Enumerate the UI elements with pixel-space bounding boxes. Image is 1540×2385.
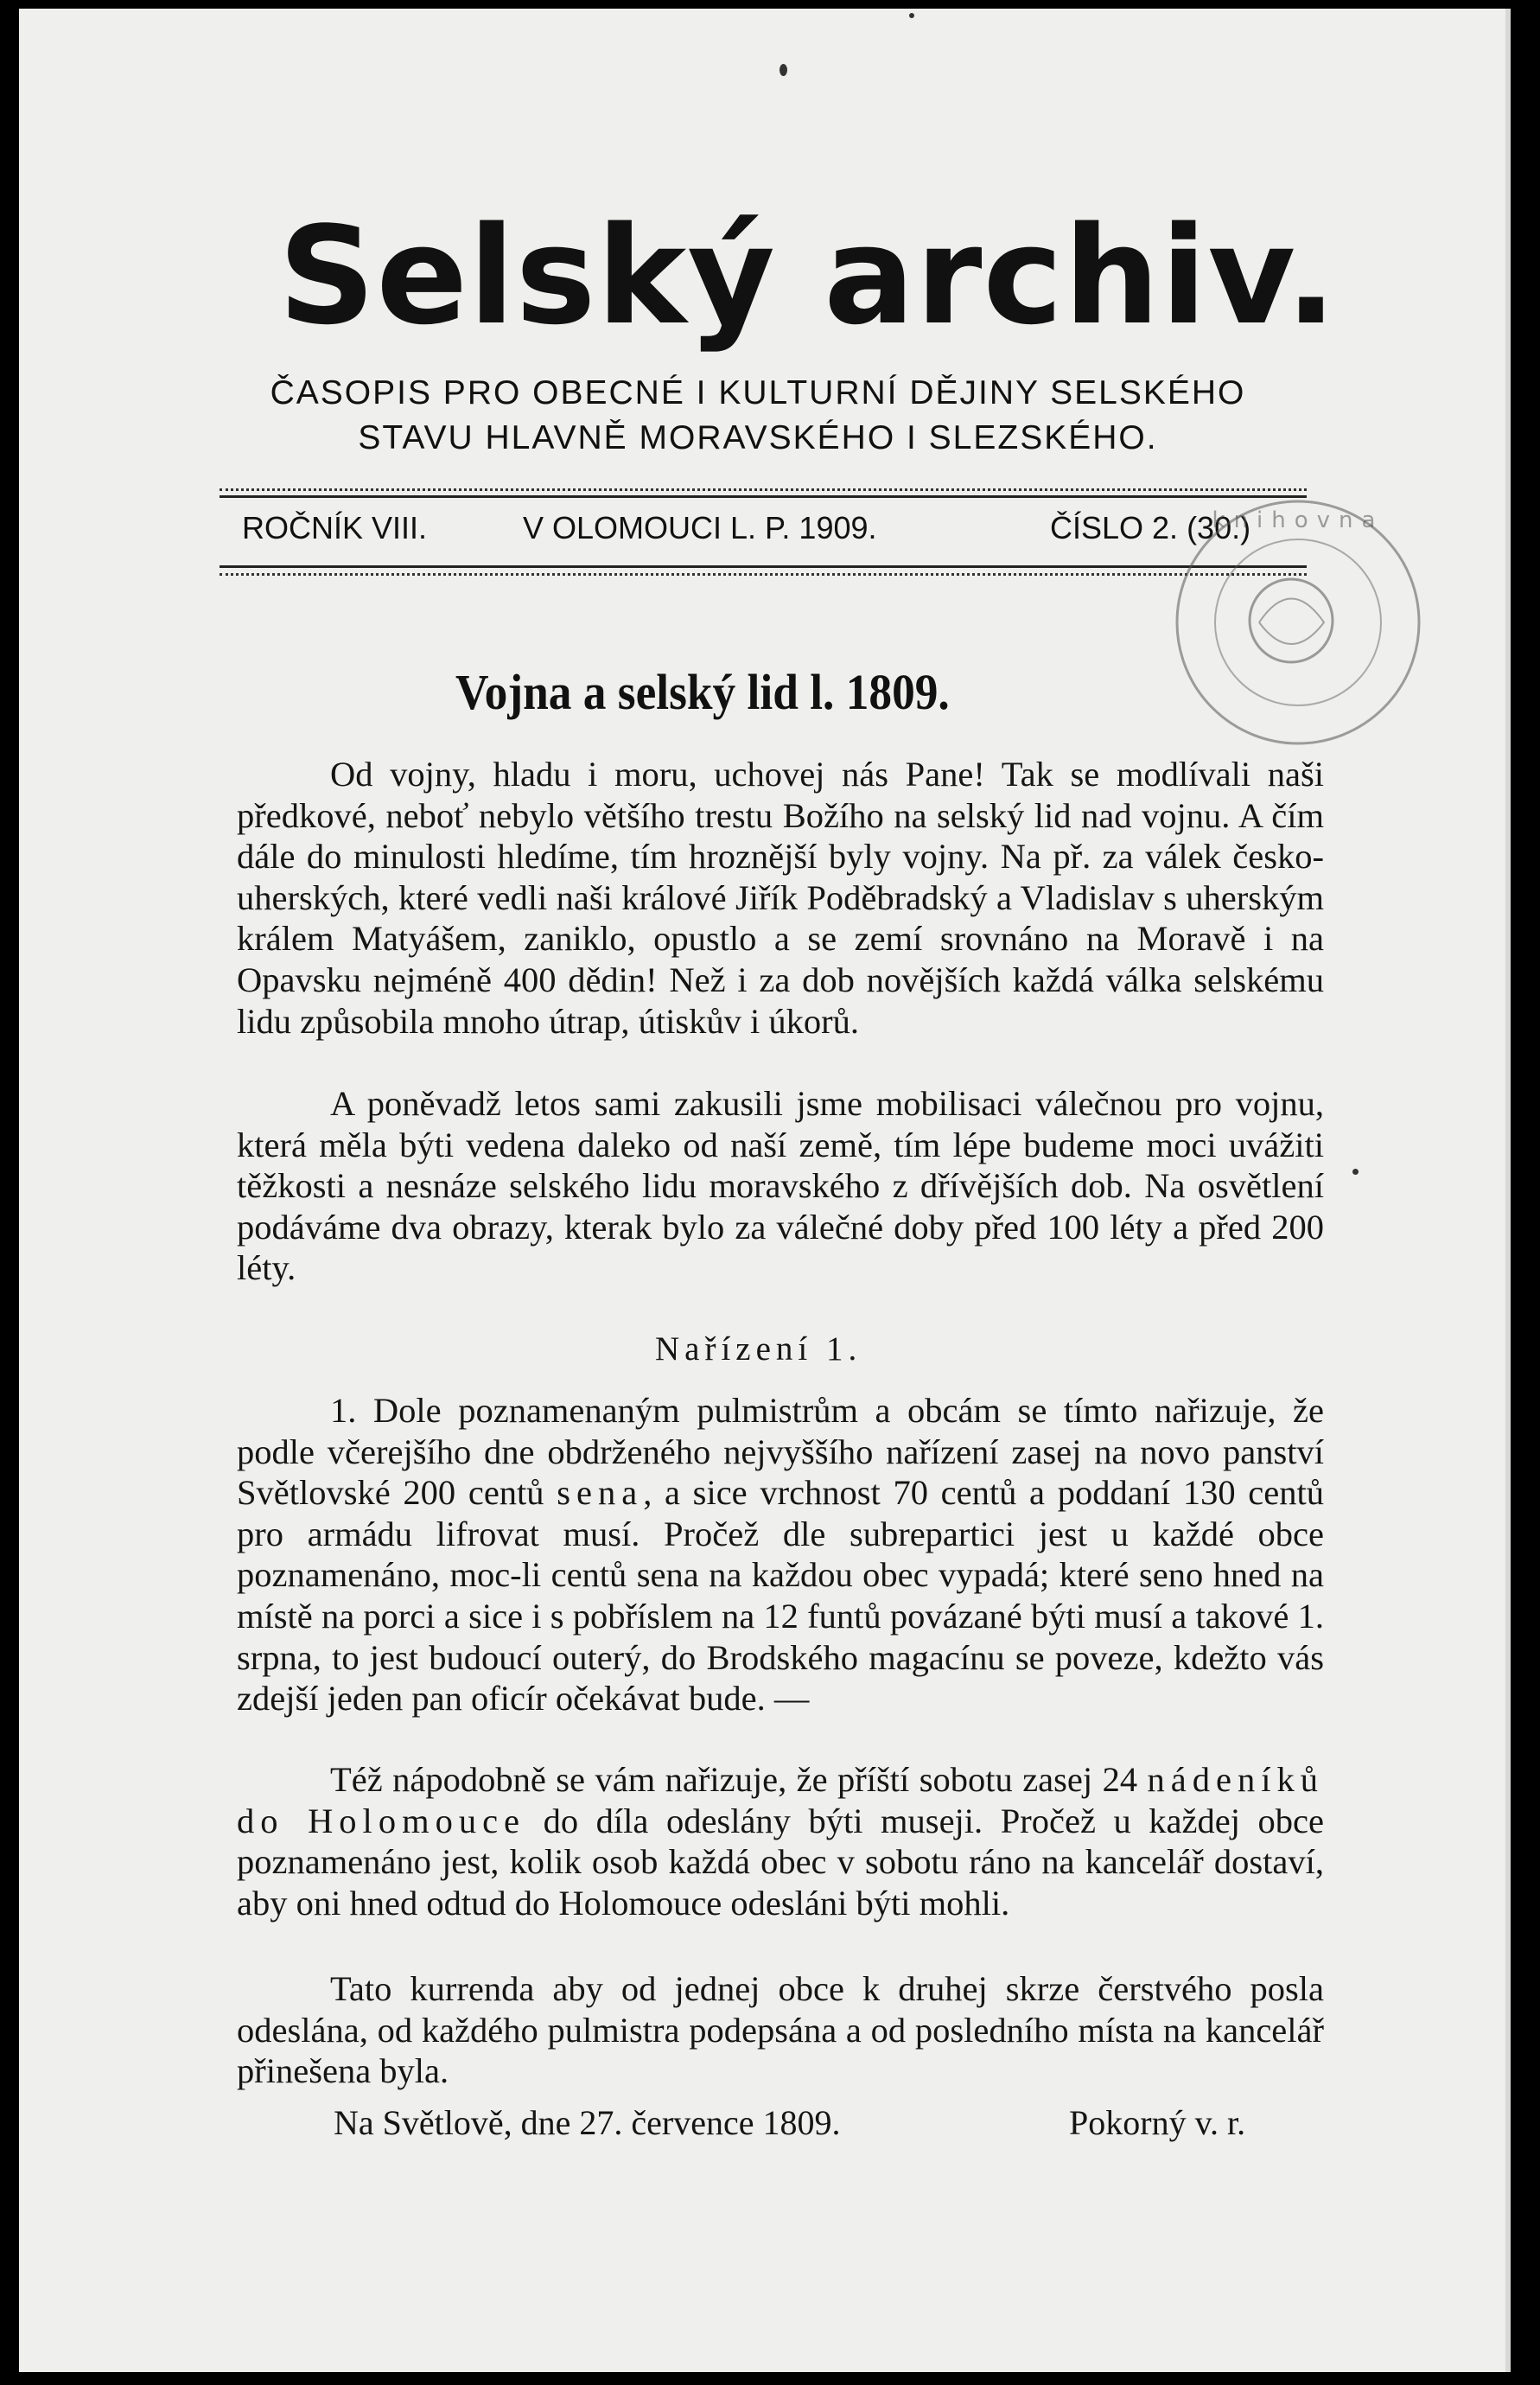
library-stamp bbox=[1168, 493, 1428, 752]
section-heading: Nařízení 1. bbox=[655, 1330, 862, 1368]
paragraph-3 bbox=[237, 1390, 1324, 1719]
top-divider bbox=[220, 488, 1307, 491]
masthead-subtitle-line1: ČASOPIS PRO OBECNÉ I KULTURNÍ DĚJINY SELSKÉHO bbox=[270, 374, 1246, 411]
masthead-title: Selský archiv. bbox=[278, 197, 1338, 354]
paragraph-5: Tato kurrenda aby od jednej obce k druhej skrze čerstvého posla odeslána, od každého pulmistra podepsána a od posledního místa na kancelář přinešena byla. bbox=[237, 1969, 1324, 2091]
print-speck bbox=[909, 13, 914, 18]
print-speck bbox=[780, 64, 787, 76]
stamp-text: knihovna bbox=[1212, 507, 1384, 533]
top-divider-solid bbox=[220, 495, 1307, 498]
paragraph-4-part-a: Též nápodobně se vám nařizuje, že příští sobotu zasej 24 bbox=[330, 1760, 1148, 1799]
paragraph-4-spaced: nádeníků do Holomouce bbox=[237, 1760, 1324, 1840]
article-title: Vojna a selský lid l. 1809. bbox=[455, 664, 950, 720]
issue-volume: ROČNÍK VIII. bbox=[242, 510, 428, 545]
paragraph-3-part-b: , a sice vrchnost 70 centů a poddaní 130 centů pro armádu lifrovat musí. Pročež dle subrepartici jest u každé obce poznamenáno, moc-li centů sena na každou obec vypadá; které seno hned na místě na porci a sice i s pobříslem na 12 funtů povázané býti musí a takové 1. srpna, to jest budoucí outerý, do Brodského magacínu se poveze, kdežto vás zdejší jeden pan oficír očekávat bude. — bbox=[237, 1473, 1325, 1719]
bottom-divider-solid bbox=[220, 565, 1307, 568]
signature-name: Pokorný v. r. bbox=[1069, 2103, 1246, 2142]
paragraph-3-spaced: sena bbox=[557, 1473, 644, 1513]
print-speck bbox=[1352, 1169, 1359, 1175]
page bbox=[19, 9, 1511, 2372]
bottom-divider bbox=[220, 573, 1307, 576]
paragraph-4-part-b: do díla odeslány býti museji. Pročež u každej obce poznamenáno jest, kolik osob každá obec v sobotu ráno na kancelář dostaví, aby oni hned odtud do Holomouce odesláni býti mohli. bbox=[237, 1801, 1324, 1923]
paragraph-4 bbox=[237, 1759, 1324, 1923]
paragraph-3-part-a: 1. Dole poznamenaným pulmistrům a obcám se tímto nařizuje, že podle včerejšího dne obdrženého nejvyššího nařízení zasej na novo panství Světlovské 200 centů bbox=[237, 1391, 1324, 1513]
paragraph-2: A poněvadž letos sami zakusili jsme mobilisaci válečnou pro vojnu, která měla býti vedena daleko od naší země, tím lépe budeme moci uvážiti těžkosti a nesnáze selského lidu moravského z dřívějších dob. Na osvětlení podáváme dva obrazy, kterak bylo za válečné doby před 100 léty a před 200 léty. bbox=[237, 1084, 1324, 1288]
signature-place-date: Na Světlově, dne 27. července 1809. bbox=[334, 2103, 841, 2142]
masthead-subtitle-line2: STAVU HLAVNĚ MORAVSKÉHO I SLEZSKÉHO. bbox=[358, 419, 1158, 456]
paragraph-1: Od vojny, hladu i moru, uchovej nás Pane! Tak se modlívali naši předkové, neboť nebylo většího trestu Božího na selský lid nad vojnu. A čím dále do minulosti hledíme, tím hroznější byly vojny. Na př. za válek česko-uherských, které vedli naši králové Jiřík Poděbradský a Vladislav s uherským králem Matyášem, zaniklo, opustlo a se zemí srovnáno na Moravě i na Opavsku nejméně 400 dědin! Než i za dob novějších každá válka selskému lidu způsobila mnoho útrap, útiskův i úkorů. bbox=[237, 755, 1324, 1041]
issue-number: ČÍSLO 2. (30.) bbox=[1050, 510, 1251, 545]
issue-place-year: V OLOMOUCI L. P. 1909. bbox=[523, 510, 877, 545]
